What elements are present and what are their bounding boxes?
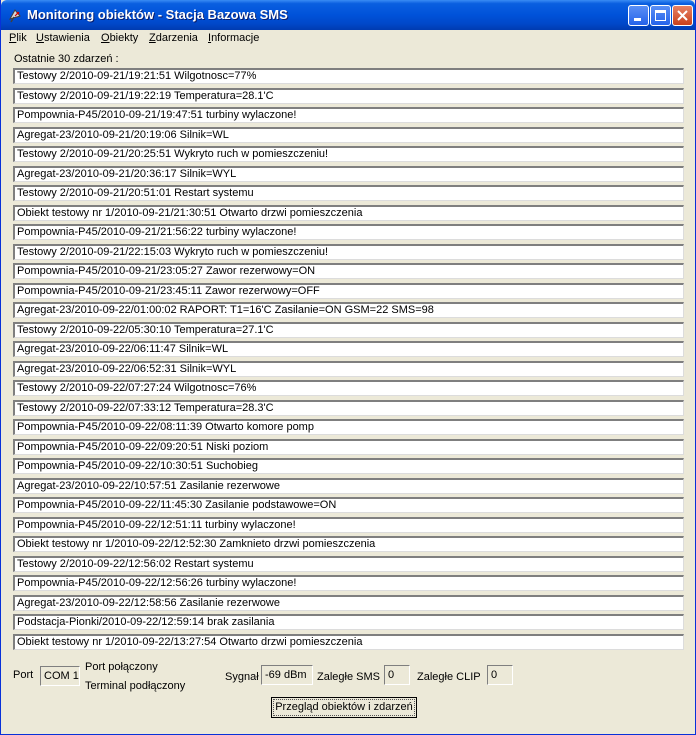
signal-field: -69 dBm — [261, 665, 313, 685]
terminal-status-text: Terminal podłączony — [85, 680, 186, 692]
overview-button[interactable] — [271, 697, 417, 718]
event-row: Obiekt testowy nr 1/2010-09-22/13:27:54 Otwarto drzwi pomieszczenia — [13, 634, 684, 650]
event-row: Pompownia-P45/2010-09-22/09:20:51 Niski poziom — [13, 439, 684, 455]
events-list — [13, 68, 684, 656]
pending-sms-field: 0 — [384, 665, 410, 685]
overview-button-label: Przegląd obiektów i zdarzeń — [273, 699, 415, 716]
event-row: Pompownia-P45/2010-09-22/08:11:39 Otwarto komore pomp — [13, 419, 684, 435]
event-row: Testowy 2/2010-09-21/19:21:51 Wilgotnosc=77% — [13, 68, 684, 84]
event-row: Agregat-23/2010-09-22/06:11:47 Silnik=WL — [13, 341, 684, 357]
event-row: Testowy 2/2010-09-22/07:27:24 Wilgotnosc=76% — [13, 380, 684, 396]
event-row: Pompownia-P45/2010-09-21/23:05:27 Zawor rezerwowy=ON — [13, 263, 684, 279]
minimize-button[interactable] — [628, 5, 649, 26]
event-row: Pompownia-P45/2010-09-21/21:56:22 turbiny wylaczone! — [13, 224, 684, 240]
port-status-text: Port połączony — [85, 661, 158, 673]
event-row: Pompownia-P45/2010-09-22/10:30:51 Suchobieg — [13, 458, 684, 474]
pending-clip-label: Zaległe CLIP — [417, 671, 481, 683]
event-row: Podstacja-Pionki/2010-09-22/12:59:14 brak zasilania — [13, 614, 684, 630]
satellite-dish-icon — [7, 7, 23, 23]
menu-obiekty[interactable]: Obiekty — [101, 32, 139, 44]
pending-sms-label: Zaległe SMS — [317, 671, 380, 683]
maximize-button[interactable] — [650, 5, 671, 26]
event-row: Agregat-23/2010-09-21/20:19:06 Silnik=WL — [13, 127, 684, 143]
title-bar[interactable] — [1, 0, 695, 30]
menu-plik[interactable]: Plik — [9, 32, 27, 44]
event-row: Agregat-23/2010-09-21/20:36:17 Silnik=WYL — [13, 166, 684, 182]
event-row: Agregat-23/2010-09-22/10:57:51 Zasilanie rezerwowe — [13, 478, 684, 494]
event-row: Testowy 2/2010-09-21/22:15:03 Wykryto ruch w pomieszczeniu! — [13, 244, 684, 260]
event-row: Agregat-23/2010-09-22/06:52:31 Silnik=WYL — [13, 361, 684, 377]
event-row: Pompownia-P45/2010-09-21/19:47:51 turbiny wylaczone! — [13, 107, 684, 123]
menu-ustawienia[interactable]: Ustawienia — [36, 32, 90, 44]
events-label: Ostatnie 30 zdarzeń : — [14, 53, 119, 65]
event-row: Agregat-23/2010-09-22/12:58:56 Zasilanie rezerwowe — [13, 595, 684, 611]
event-row: Testowy 2/2010-09-22/05:30:10 Temperatura=27.1'C — [13, 322, 684, 338]
event-row: Testowy 2/2010-09-21/19:22:19 Temperatura=28.1'C — [13, 88, 684, 104]
port-label: Port — [13, 669, 34, 681]
event-row: Obiekt testowy nr 1/2010-09-21/21:30:51 Otwarto drzwi pomieszczenia — [13, 205, 684, 221]
event-row: Pompownia-P45/2010-09-22/12:56:26 turbiny wylaczone! — [13, 575, 684, 591]
menu-bar — [5, 30, 691, 47]
menu-informacje[interactable]: Informacje — [208, 32, 260, 44]
event-row: Testowy 2/2010-09-21/20:51:01 Restart systemu — [13, 185, 684, 201]
close-icon — [673, 6, 692, 25]
signal-label: Sygnał — [225, 671, 259, 683]
event-row: Obiekt testowy nr 1/2010-09-22/12:52:30 Zamknieto drzwi pomieszczenia — [13, 536, 684, 552]
close-button[interactable] — [672, 5, 693, 26]
event-row: Pompownia-P45/2010-09-21/23:45:11 Zawor rezerwowy=OFF — [13, 283, 684, 299]
event-row: Testowy 2/2010-09-22/12:56:02 Restart systemu — [13, 556, 684, 572]
event-row: Testowy 2/2010-09-21/20:25:51 Wykryto ruch w pomieszczeniu! — [13, 146, 684, 162]
menu-zdarzenia[interactable]: Zdarzenia — [149, 32, 198, 44]
window-title: Monitoring obiektów - Stacja Bazowa SMS — [27, 7, 288, 22]
port-field: COM 1 — [40, 666, 80, 686]
pending-clip-field: 0 — [487, 665, 513, 685]
event-row: Pompownia-P45/2010-09-22/11:45:30 Zasilanie podstawowe=ON — [13, 497, 684, 513]
event-row: Agregat-23/2010-09-22/01:00:02 RAPORT: T1=16'C Zasilanie=ON GSM=22 SMS=98 — [13, 302, 684, 318]
event-row: Testowy 2/2010-09-22/07:33:12 Temperatura=28.3'C — [13, 400, 684, 416]
minimize-icon — [629, 6, 648, 25]
event-row: Pompownia-P45/2010-09-22/12:51:11 turbiny wylaczone! — [13, 517, 684, 533]
maximize-icon — [651, 6, 670, 25]
